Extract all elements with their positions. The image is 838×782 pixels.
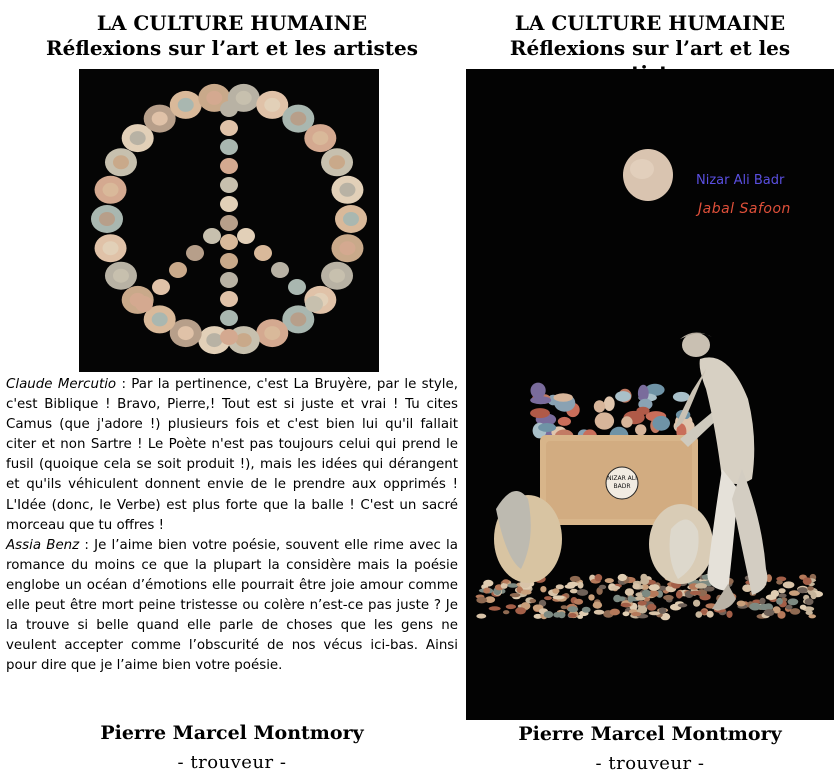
pebble-wheelbarrow-photo bbox=[466, 69, 834, 720]
comment-1 bbox=[6, 375, 458, 536]
svg-text:NIZAR ALI: NIZAR ALI bbox=[607, 475, 637, 482]
pebble bbox=[237, 228, 255, 244]
right-column bbox=[466, 0, 834, 774]
artist-credit-place: Jabal Safoon bbox=[698, 201, 791, 217]
pebble bbox=[152, 279, 170, 295]
right-author: Pierre Marcel Montmory bbox=[518, 723, 782, 745]
pebble bbox=[220, 310, 238, 326]
pebble bbox=[203, 228, 221, 244]
pebble bbox=[220, 158, 238, 174]
comments-text bbox=[6, 375, 458, 676]
pebble bbox=[220, 215, 238, 231]
pebble bbox=[220, 272, 238, 288]
right-title: LA CULTURE HUMAINE bbox=[514, 11, 786, 35]
left-column bbox=[6, 0, 458, 773]
svg-text:BADR: BADR bbox=[613, 483, 631, 490]
pebble bbox=[220, 234, 238, 250]
comment-1-speaker: Claude Mercutio bbox=[6, 377, 117, 392]
peace-sign-pebble-photo bbox=[79, 69, 379, 372]
left-title: LA CULTURE HUMAINE bbox=[96, 11, 368, 35]
wheelbarrow-pebble-art bbox=[466, 69, 834, 720]
pebble bbox=[305, 296, 323, 312]
pebble bbox=[254, 245, 272, 261]
left-subtitle: Réflexions sur l’art et les artistes bbox=[45, 36, 419, 60]
artist-credit-name: Nizar Ali Badr bbox=[696, 173, 785, 188]
pebble bbox=[135, 296, 153, 312]
pebble bbox=[220, 120, 238, 136]
comment-2-speaker: Assia Benz bbox=[6, 537, 80, 553]
pebble bbox=[220, 329, 238, 345]
pebble bbox=[220, 177, 238, 193]
pebble bbox=[220, 196, 238, 212]
pebble bbox=[271, 262, 289, 278]
left-author: Pierre Marcel Montmory bbox=[100, 722, 364, 744]
pebble bbox=[186, 245, 204, 261]
comment-2 bbox=[6, 536, 458, 677]
pebble bbox=[288, 279, 306, 295]
pebble bbox=[220, 139, 238, 155]
pebble bbox=[220, 291, 238, 307]
left-role: - trouveur - bbox=[177, 752, 287, 773]
right-subtitle: Réflexions sur l’art et les bbox=[509, 36, 791, 60]
pebble bbox=[220, 253, 238, 269]
comment-1-text: : Par la pertinence, c'est La Bruyère, par le style, c'est Biblique ! Bravo, Pierre,! Tout est si juste et vrai ! Tu cites Camus (que j'adore !) plusieurs fois et c'est bien lui qu'il fallait citer et non Sartre ! Le Poète n'est pas toujours celui qui prend le fusil (quoique cela se soit produit !), mais les idées qui dérangent et qu'ils véhiculent donnent envie de le prendre aux opprimés ! L'Idée (donc, le Verbe) est plus forte que la balle ! C'est un sacré morceau que tu offres ! bbox=[6, 377, 458, 533]
peace-sign-pebble-art bbox=[79, 69, 379, 372]
comment-2-text: : Je l’aime bien votre poésie, souvent elle rime avec la romance du moins ce que la plupart la considère mais la poésie englobe un océan d’émotions elle pourrait être joie amour comme elle peut être mort peine tristesse ou colère n’est-ce pas juste ? Je la trouve si belle quand elle parle de choses que les gens ne veulent accepter comme l’obscurité de nos vécus ici-bas. Ainsi pour dire que je l’aime bien votre poésie. bbox=[6, 537, 458, 674]
pebble bbox=[169, 262, 187, 278]
right-role: - trouveur - bbox=[595, 753, 705, 774]
pebble bbox=[220, 101, 238, 117]
